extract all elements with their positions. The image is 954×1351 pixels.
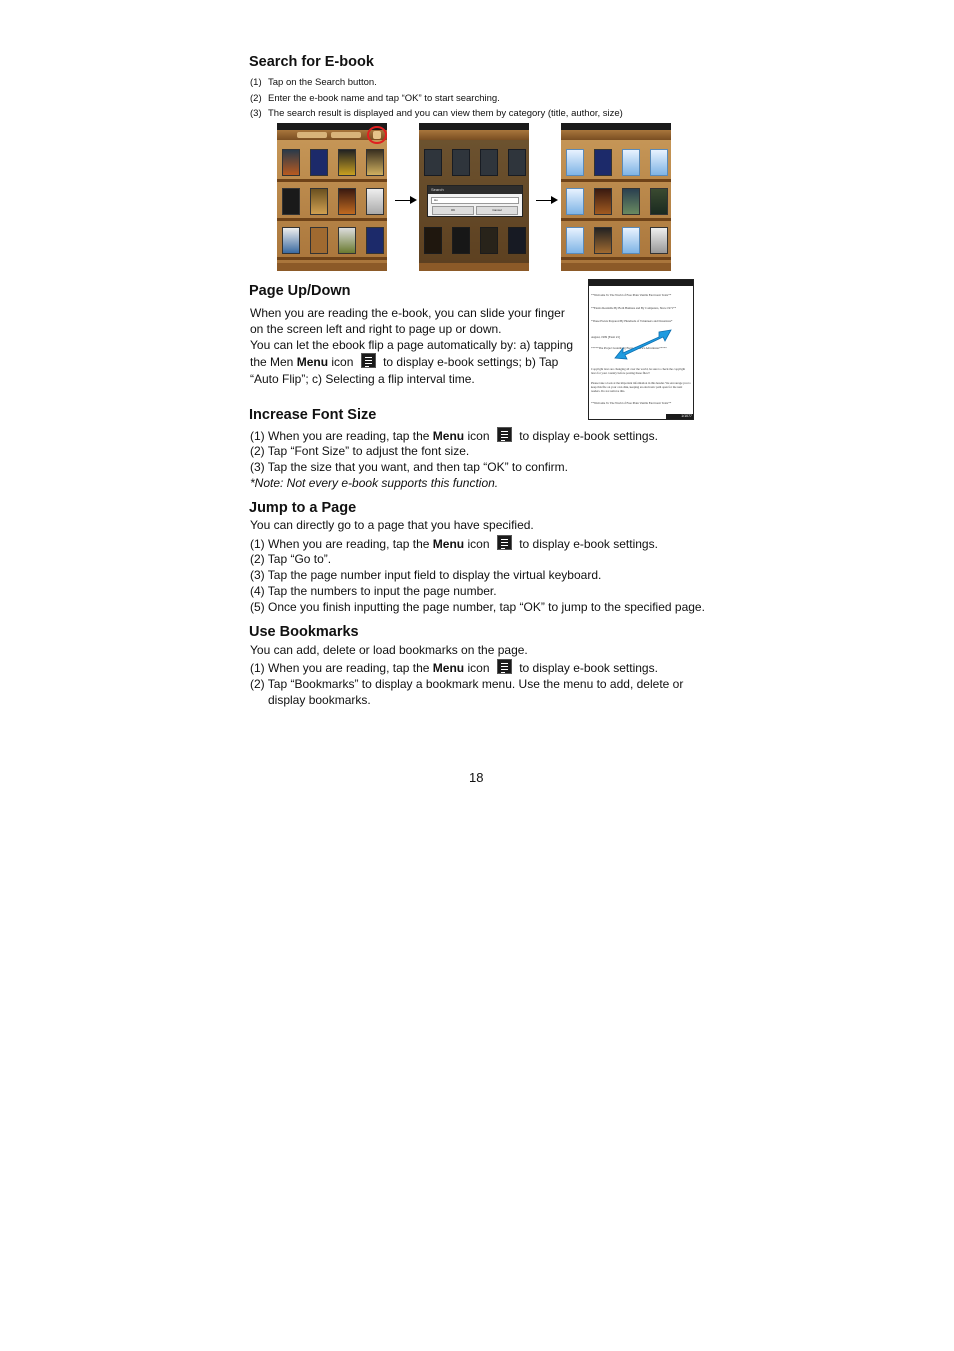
search-step-2: (2) Enter the e-book name and tap “OK” to start searching. <box>250 93 500 104</box>
bookmarks-step-2: (2) Tap “Bookmarks” to display a bookmark menu. Use the menu to add, delete or <box>250 677 684 691</box>
pageupdown-line-5: “Auto Flip”; c) Selecting a flip interval time. <box>250 372 475 386</box>
fontsize-section-title: Increase Font Size <box>249 407 377 423</box>
page-number: 18 <box>469 770 484 785</box>
bookmarks-step-2-cont: display bookmarks. <box>268 693 371 707</box>
jump-intro: You can directly go to a page that you have specified. <box>250 518 534 532</box>
search-step-1: (1) Tap on the Search button. <box>250 77 377 88</box>
fontsize-step-1: (1) When you are reading, tap the Menu icon to display e-book settings. <box>250 429 658 443</box>
bookmarks-section-title: Use Bookmarks <box>249 624 359 640</box>
bookshelf-screenshot <box>277 123 387 271</box>
pageupdown-line-3: You can let the ebook flip a page automatically by: a) tapping <box>250 338 574 352</box>
pageupdown-section-title: Page Up/Down <box>249 283 351 299</box>
search-step-3: (3) The search result is displayed and you can view them by category (title, author, size) <box>250 108 623 119</box>
pageupdown-line-2: on the screen left and right to page up or down. <box>250 322 502 336</box>
jump-section-title: Jump to a Page <box>249 500 357 516</box>
jump-step-3: (3) Tap the page number input field to display the virtual keyboard. <box>250 568 602 582</box>
page-indicator: 1/1077 <box>666 414 693 419</box>
pageupdown-line-1: When you are reading the e-book, you can slide your finger <box>250 306 565 320</box>
ok-button[interactable]: OK <box>432 206 474 215</box>
jump-step-1: (1) When you are reading, tap the Menu icon to display e-book settings. <box>250 537 658 551</box>
bookmarks-intro: You can add, delete or load bookmarks on the page. <box>250 643 528 657</box>
jump-step-4: (4) Tap the numbers to input the page number. <box>250 584 497 598</box>
menu-icon <box>361 353 376 368</box>
bookmarks-step-1: (1) When you are reading, tap the Menu icon to display e-book settings. <box>250 661 658 675</box>
fontsize-note: *Note: Not every e-book supports this function. <box>250 476 499 490</box>
menu-icon <box>497 535 512 550</box>
jump-step-2: (2) Tap “Go to”. <box>250 552 332 566</box>
highlight-circle <box>367 126 387 144</box>
fontsize-step-3: (3) Tap the size that you want, and then tap “OK” to confirm. <box>250 460 568 474</box>
pageupdown-line-4: the Men Menu icon to display e-book settings; b) Tap <box>250 355 559 369</box>
menu-icon <box>497 427 512 442</box>
arrow-right-icon <box>536 200 552 201</box>
menu-icon <box>497 659 512 674</box>
cancel-button[interactable]: Cancel <box>476 206 518 215</box>
bottom-toolbar <box>277 263 387 271</box>
search-results-screenshot <box>561 123 671 271</box>
search-section-title: Search for E-book <box>249 54 374 70</box>
arrow-right-icon <box>395 200 411 201</box>
search-dialog-screenshot <box>419 123 529 271</box>
search-input[interactable]: Ho <box>431 197 519 204</box>
jump-step-5: (5) Once you finish inputting the page number, tap “OK” to jump to the specified page. <box>250 600 705 614</box>
search-dialog: Search Ho OK Cancel <box>427 185 523 217</box>
swipe-arrow-icon <box>611 324 675 364</box>
reader-screenshot: **Welcome To The World of Free Plain Vanilla Electronic Texts** **Etexts Readable By Both Humans and By Computers, Since 1971** *These Etexts Prepared By Hundreds of Volunteers and Donations* August, 1999 [Etext #1] *****The Project Gutenberg Etext of Alice's Adventures***** Copyright laws are changing all over the world, be sure to check the copyright laws for your country before posting these files!! Please take a look at the important information in this header. We encourage you to keep this file on your own disk, keeping an electronic path open for the next readers. Do not remove this. **Welcome To The World of Free Plain Vanilla Electronic Texts** 1/1077 <box>588 279 694 420</box>
fontsize-step-2: (2) Tap “Font Size” to adjust the font size. <box>250 444 470 458</box>
